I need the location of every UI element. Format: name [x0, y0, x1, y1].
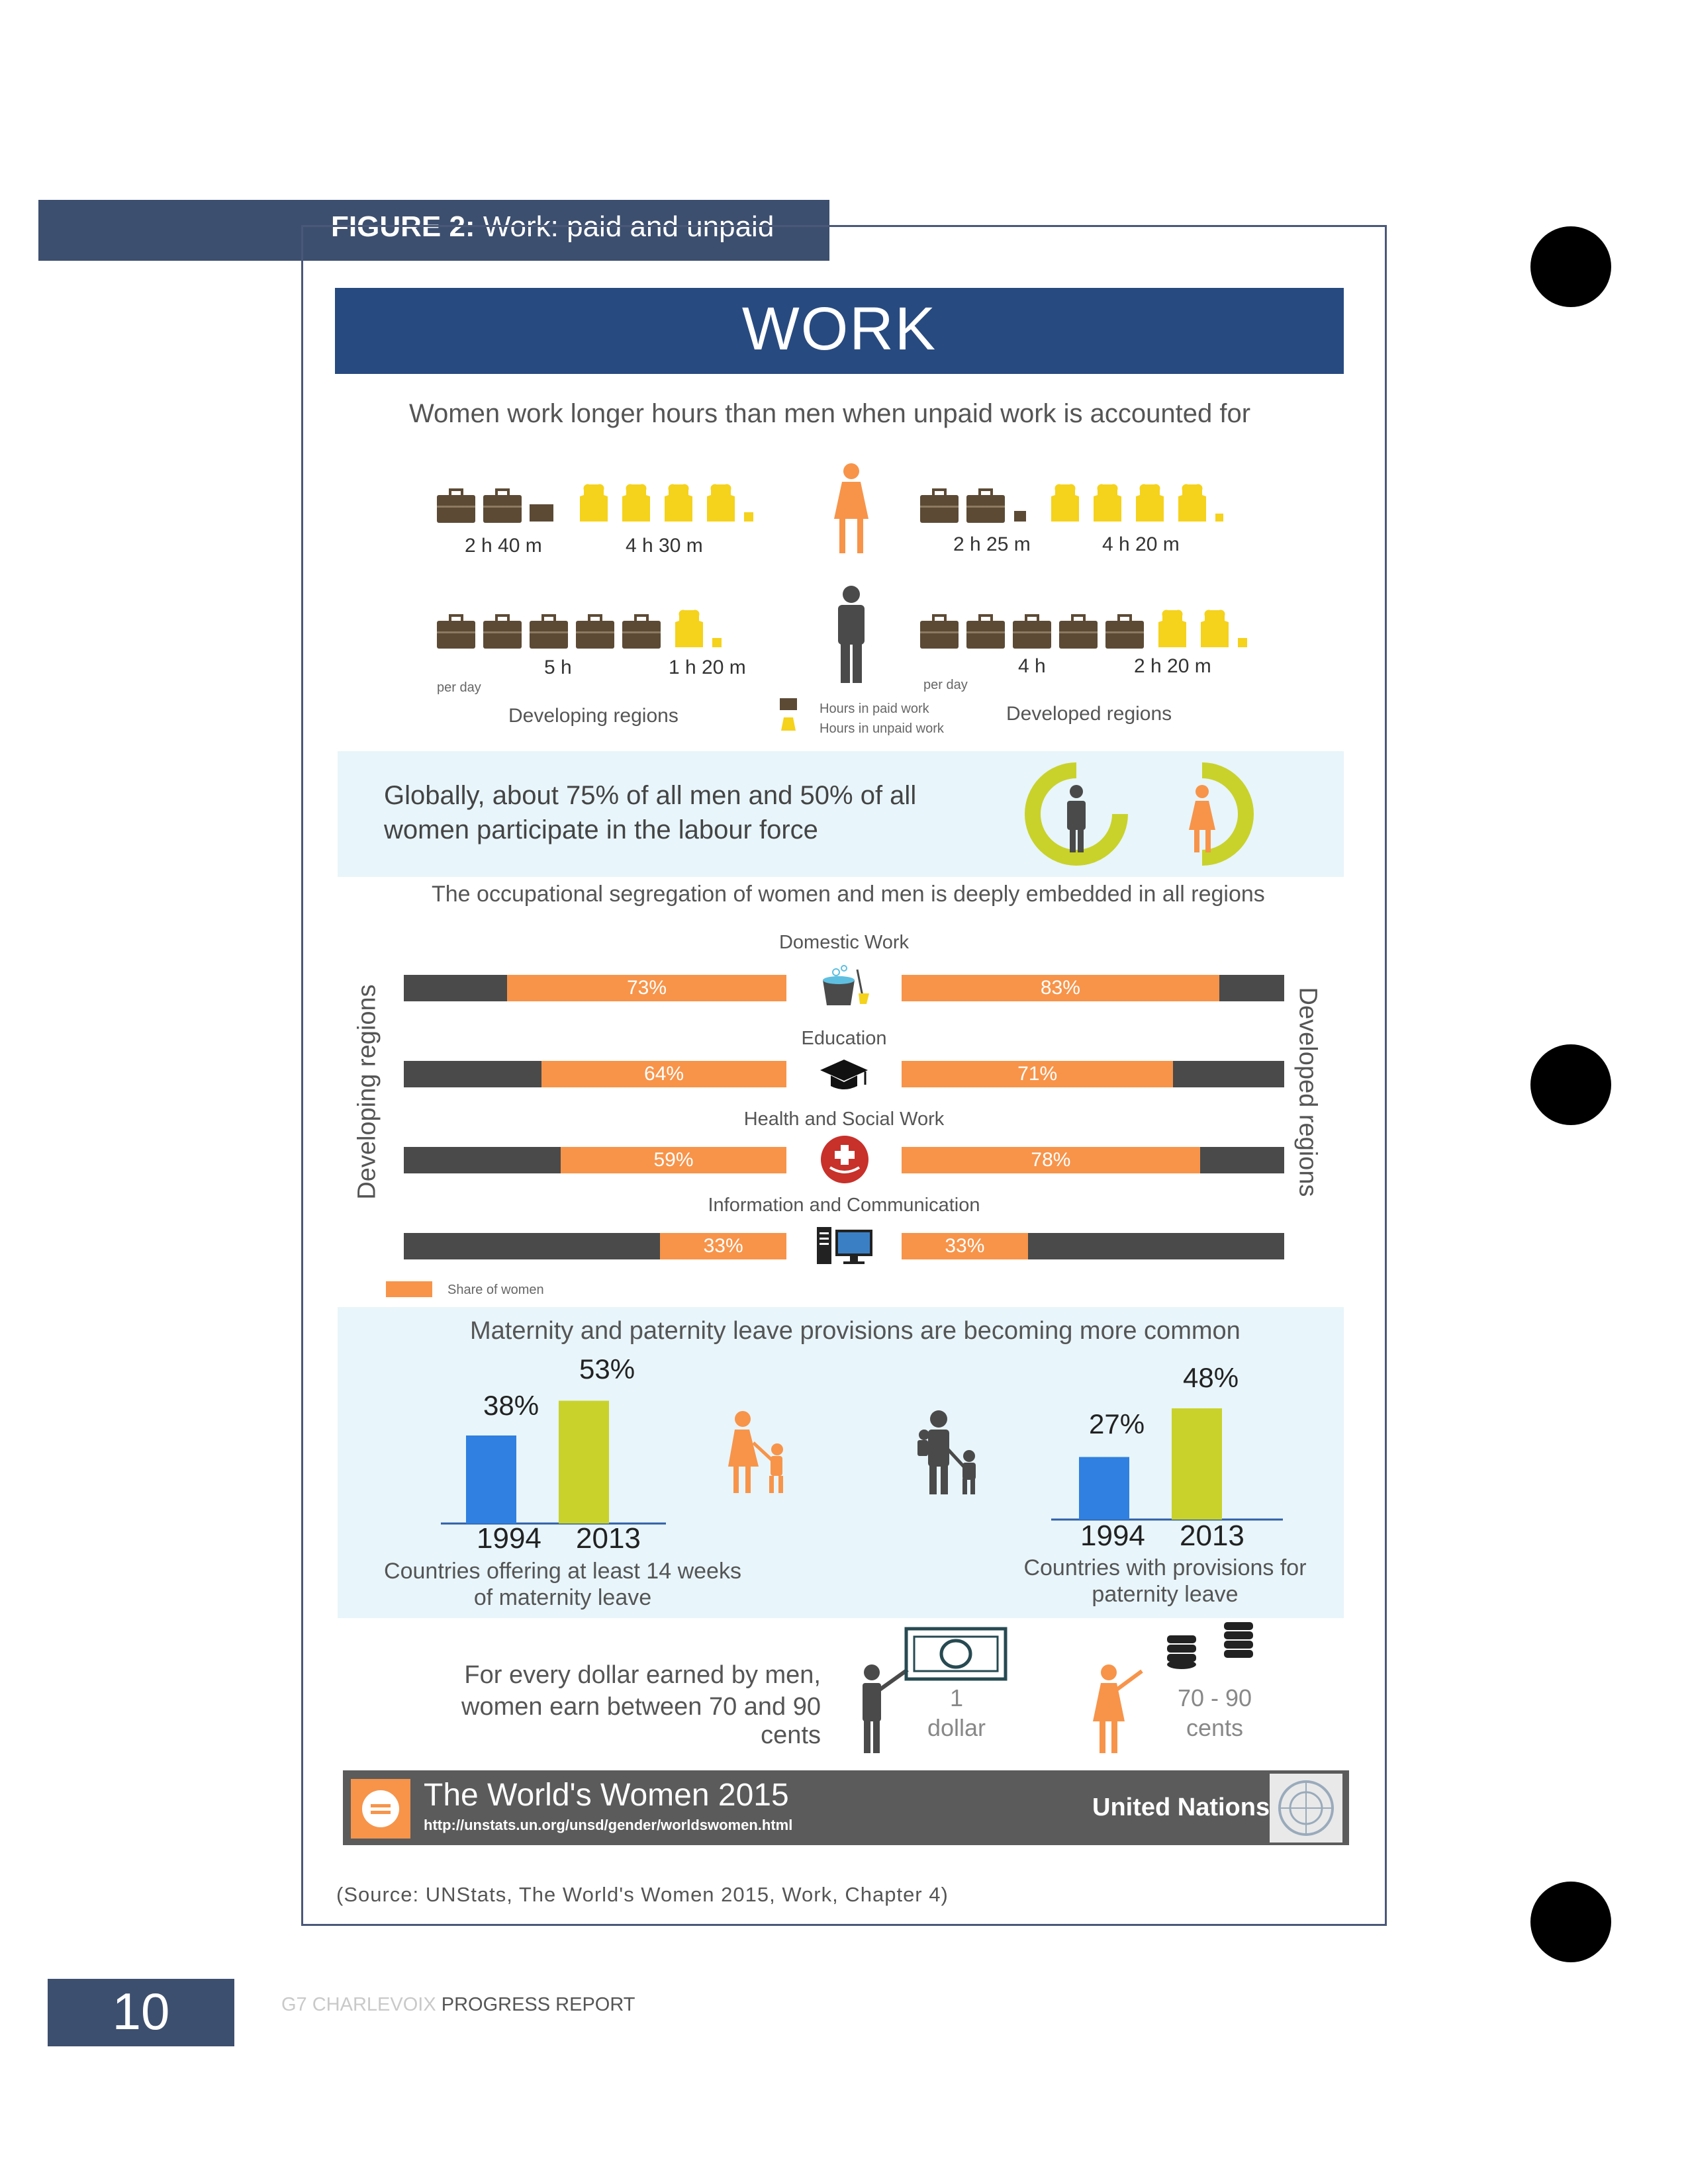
dev-women-unpaid: 4 h 30 m	[626, 535, 703, 557]
share-of-women-legend: Share of women	[447, 1283, 544, 1297]
man-icon	[1067, 785, 1086, 852]
maternity-1994-value: 38%	[483, 1390, 539, 1421]
developed-axis-label: Developed regions	[1293, 987, 1322, 1197]
world-women-logo-icon	[351, 1779, 410, 1839]
dev-women-paid: 2 h 40 m	[465, 535, 542, 557]
footer-url[interactable]: http://unstats.un.org/unsd/gender/worldswomen.html	[424, 1817, 793, 1833]
man-pointing-icon	[863, 1664, 908, 1753]
segregation-title: The occupational segregation of women and men is deeply embedded in all regions	[432, 882, 1265, 907]
dvd-per-day: per day	[923, 678, 968, 692]
maternity-caption-2: of maternity leave	[473, 1585, 652, 1610]
page-number: 10	[112, 1982, 170, 2040]
dvd-women-unpaid: 4 h 20 m	[1102, 533, 1180, 555]
women-share-bar: 33%	[660, 1233, 786, 1259]
legend-unpaid: Hours in unpaid work	[820, 721, 944, 736]
labour-line-1: Globally, about 75% of all men and 50% of all	[384, 781, 917, 810]
figure-title: FIGURE 2: Work: paid and unpaid	[331, 210, 774, 243]
developing-regions-label: Developing regions	[508, 705, 679, 727]
pay-line-1: For every dollar earned by men,	[464, 1661, 821, 1689]
paternity-1994-value: 27%	[1089, 1408, 1145, 1439]
source-note: (Source: UNStats, The World's Women 2015, Work, Chapter 4)	[336, 1883, 949, 1906]
women-cents-unit: cents	[1186, 1714, 1244, 1741]
cleaning-bucket-icon	[818, 963, 870, 1009]
women-share-bar: 33%	[902, 1233, 1028, 1259]
men-dollar-value: 1	[949, 1684, 964, 1711]
dev-per-day: per day	[437, 680, 481, 695]
footer-org: United Nations	[1092, 1794, 1270, 1821]
developed-bar	[902, 975, 1284, 1001]
maternity-bar-2013	[559, 1401, 609, 1524]
mother-child-icon	[728, 1411, 783, 1493]
women-labour-donut	[1189, 770, 1246, 858]
dollar-bill-icon	[906, 1629, 1006, 1679]
paternity-year-1994: 1994	[1080, 1520, 1145, 1552]
developed-bar	[902, 1147, 1284, 1173]
pay-line-2: women earn between 70 and 90 cents	[461, 1693, 821, 1749]
women-share-bar: 71%	[902, 1061, 1173, 1087]
apron-icon	[580, 484, 735, 522]
category-label: Health and Social Work	[743, 1109, 945, 1130]
labour-donuts	[1019, 753, 1271, 872]
men-labour-donut	[1033, 770, 1120, 858]
paternity-year-2013: 2013	[1180, 1520, 1244, 1552]
developed-regions-label: Developed regions	[1006, 703, 1172, 725]
coin-stacks-icon	[1167, 1622, 1253, 1669]
punch-hole	[1530, 1044, 1611, 1125]
labour-line-2: women participate in the labour force	[384, 815, 818, 844]
leave-title: Maternity and paternity leave provisions are becoming more common	[470, 1317, 1241, 1345]
women-cents-value: 70 - 90	[1177, 1684, 1252, 1711]
men-dollar-unit: dollar	[927, 1714, 986, 1741]
developing-bar	[404, 975, 786, 1001]
graduation-cap-icon	[818, 1056, 870, 1095]
maternity-2013-value: 53%	[579, 1353, 635, 1385]
women-share-bar: 78%	[902, 1147, 1200, 1173]
briefcase-icon	[437, 490, 522, 523]
developing-bar	[404, 1233, 786, 1259]
father-children-icon	[917, 1410, 976, 1494]
paternity-bar-2013	[1172, 1408, 1222, 1520]
punch-hole	[1530, 1882, 1611, 1962]
punch-hole	[1530, 226, 1611, 307]
legend-paid: Hours in paid work	[820, 702, 929, 716]
woman-pointing-icon	[1093, 1664, 1142, 1753]
un-emblem-icon	[1270, 1774, 1342, 1843]
paternity-bar-1994	[1079, 1457, 1129, 1520]
women-share-bar: 64%	[541, 1061, 786, 1087]
dvd-men-paid: 4 h	[1018, 655, 1046, 677]
dev-men-paid: 5 h	[544, 657, 572, 678]
developing-bar	[404, 1147, 786, 1173]
computer-icon	[816, 1226, 875, 1267]
woman-icon	[834, 463, 868, 553]
dev-men-unpaid: 1 h 20 m	[669, 657, 746, 678]
developed-bar	[902, 1233, 1284, 1259]
developing-axis-label: Developing regions	[353, 984, 381, 1200]
paternity-2013-value: 48%	[1183, 1362, 1239, 1393]
man-icon	[838, 586, 865, 683]
category-label: Information and Communication	[708, 1195, 980, 1216]
footer-title: The World's Women 2015	[424, 1778, 789, 1813]
maternity-caption-1: Countries offering at least 14 weeks	[384, 1559, 741, 1584]
paternity-caption-2: paternity leave	[1092, 1582, 1239, 1607]
maternity-bar-1994	[466, 1435, 516, 1524]
category-label: Education	[801, 1028, 887, 1049]
share-of-women-swatch	[386, 1281, 432, 1297]
category-label: Domestic Work	[778, 932, 910, 953]
work-title: WORK	[741, 295, 937, 363]
developed-bar	[902, 1061, 1284, 1087]
health-care-icon	[818, 1133, 871, 1186]
dvd-men-unpaid: 2 h 20 m	[1134, 655, 1211, 677]
dvd-women-paid: 2 h 25 m	[953, 533, 1031, 555]
maternity-year-1994: 1994	[477, 1522, 541, 1555]
work-subtitle: Women work longer hours than men when unpaid work is accounted for	[409, 399, 1251, 428]
developing-bar	[404, 1061, 786, 1087]
woman-icon	[1189, 785, 1215, 852]
report-name: G7 CHARLEVOIX PROGRESS REPORT	[281, 1994, 635, 2015]
women-share-bar: 59%	[561, 1147, 786, 1173]
paternity-caption-1: Countries with provisions for	[1023, 1555, 1307, 1580]
women-share-bar: 73%	[507, 975, 786, 1001]
maternity-year-2013: 2013	[576, 1522, 641, 1555]
women-share-bar: 83%	[902, 975, 1219, 1001]
